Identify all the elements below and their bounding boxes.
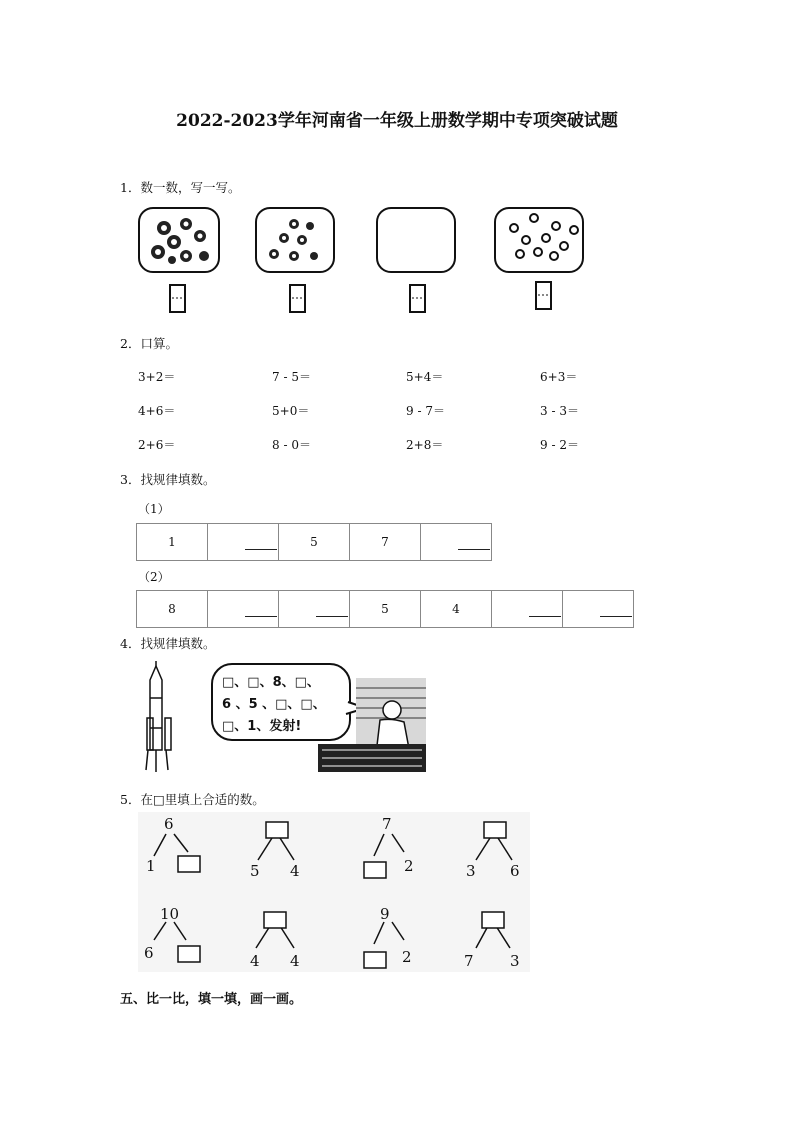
bond-left: 3 [466, 862, 476, 880]
blank-line [245, 602, 277, 617]
blank-line [316, 602, 348, 617]
q3-prompt: 3．找规律填数。 [120, 472, 216, 487]
blank-line [529, 602, 561, 617]
panda-group-1 [139, 208, 219, 272]
bond-right: 6 [510, 862, 520, 880]
dot-group-4 [495, 208, 583, 272]
seq-blank-cell[interactable] [279, 591, 350, 628]
sequence-table-2 [136, 590, 634, 628]
bond-right: 2 [402, 948, 412, 966]
bond-right: 4 [290, 862, 300, 880]
seq-blank-cell[interactable] [563, 591, 634, 628]
calc-item: 5+4＝ [406, 370, 444, 384]
bond-left: 1 [146, 857, 156, 875]
blank-line [600, 602, 632, 617]
bond-left: 5 [250, 862, 260, 880]
bond-left: 6 [144, 944, 154, 962]
q5-number-bonds [138, 812, 530, 972]
bond-left: 4 [250, 952, 260, 970]
calc-item: 9 - 2＝ [540, 438, 579, 452]
seq-cell: 1 [137, 524, 208, 561]
bond-right: 4 [290, 952, 300, 970]
seq-cell: 8 [137, 591, 208, 628]
bond-left: 7 [464, 952, 474, 970]
seq-blank-cell[interactable] [492, 591, 563, 628]
seq-blank-cell[interactable] [208, 524, 279, 561]
q3-part2-label: （2） [138, 570, 170, 584]
bond-top: 10 [160, 905, 180, 923]
q1-answer-boxes [170, 282, 551, 312]
q5-prompt: 5．在□里填上合适的数。 [120, 792, 265, 807]
seq-blank-cell[interactable] [208, 591, 279, 628]
empty-panel [377, 208, 455, 272]
q1-prompt: 1．数一数，写一写。 [120, 180, 241, 195]
bubble-line-2: 6 、5 、□、□、 [222, 697, 326, 712]
rocket-icon [146, 661, 171, 772]
bond-top: 7 [382, 815, 392, 833]
section-heading: 五、比一比，填一填，画一画。 [120, 992, 303, 1007]
calc-item: 8 - 0＝ [272, 438, 311, 452]
blank-line [245, 535, 277, 550]
q4-bubble-text [222, 672, 326, 738]
seq-cell: 7 [350, 524, 421, 561]
q4-prompt: 4．找规律填数。 [120, 636, 216, 651]
calc-item: 6+3＝ [540, 370, 578, 384]
q1-counting-figure [134, 200, 589, 320]
seq-blank-cell[interactable] [421, 524, 492, 561]
page-title: 2022-2023学年河南省一年级上册数学期中专项突破试题 [176, 111, 618, 131]
blank-line [458, 535, 490, 550]
calc-item: 3 - 3＝ [540, 404, 579, 418]
bond-top: 6 [164, 815, 174, 833]
calc-item: 2+6＝ [138, 438, 176, 452]
panda-group-2 [256, 208, 334, 272]
bubble-line-1: □、□、8、□、 [222, 675, 320, 690]
q5-blank-boxes [178, 822, 506, 968]
q3-part1-label: （1） [138, 502, 170, 516]
calc-item: 5+0＝ [272, 404, 310, 418]
q2-prompt: 2．口算。 [120, 336, 178, 351]
calc-item: 4+6＝ [138, 404, 176, 418]
calc-item: 7 - 5＝ [272, 370, 311, 384]
calc-item: 9 - 7＝ [406, 404, 445, 418]
sequence-table-1 [136, 523, 492, 561]
seq-cell: 5 [350, 591, 421, 628]
seq-cell: 5 [279, 524, 350, 561]
bond-right: 2 [404, 857, 414, 875]
seq-cell: 4 [421, 591, 492, 628]
calc-item: 3+2＝ [138, 370, 176, 384]
bubble-line-3: □、1、发射! [222, 719, 302, 734]
bond-top: 9 [380, 905, 390, 923]
bond-right: 3 [510, 952, 520, 970]
calc-item: 2+8＝ [406, 438, 444, 452]
